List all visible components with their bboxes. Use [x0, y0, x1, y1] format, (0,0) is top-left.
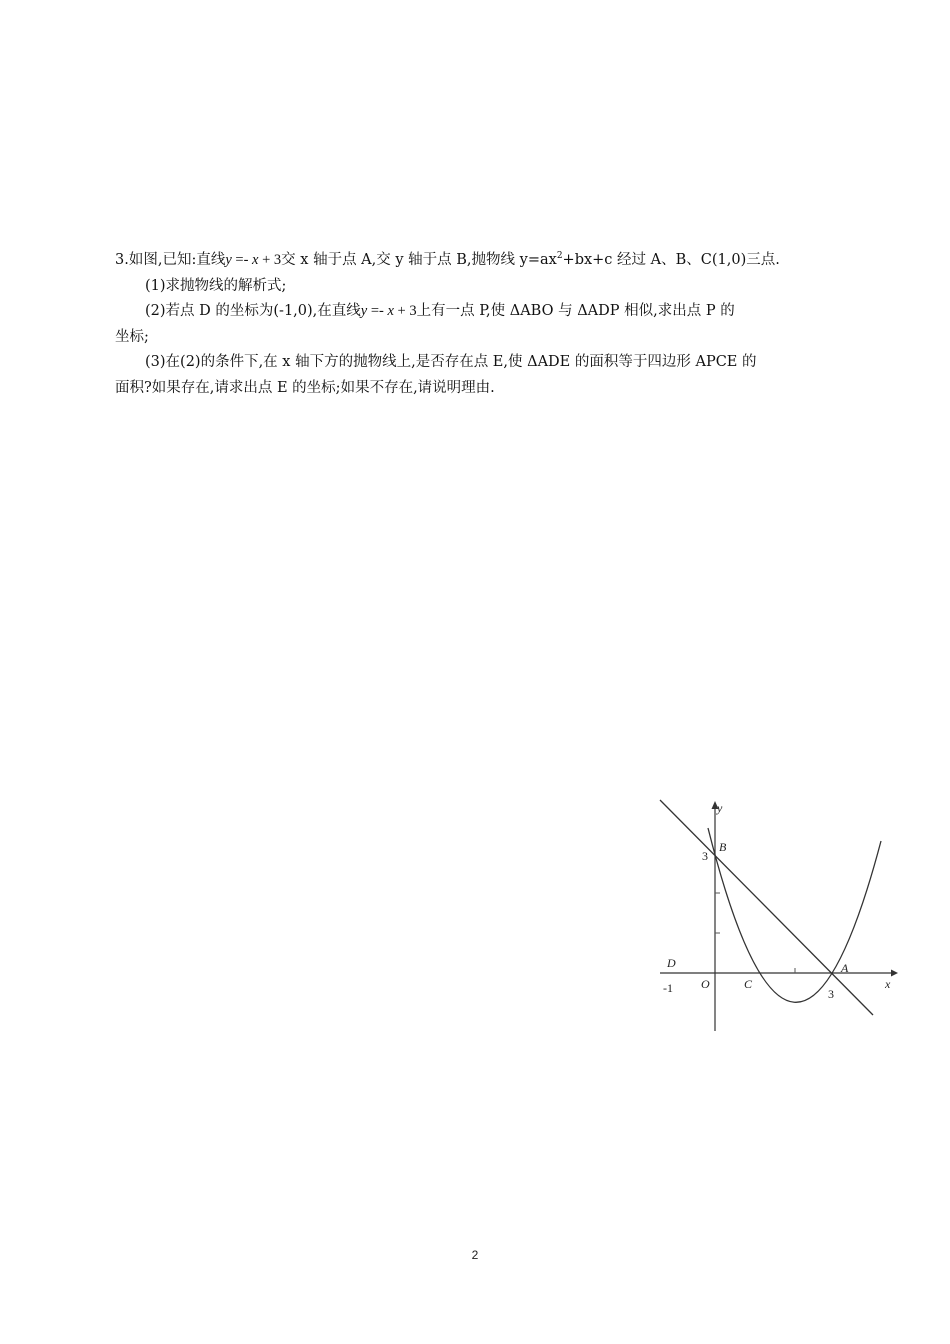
problem-statement [115, 248, 845, 274]
part-2 [115, 299, 845, 325]
intro-text-b: 交 x 轴于点 A,交 y 轴于点 B,抛物线 y=ax [281, 252, 557, 268]
part-2-eq-x: x [387, 303, 394, 319]
part-2-continued: 坐标; [115, 328, 149, 345]
y-value-3-label: 3 [702, 849, 708, 863]
problem-number: 3. [115, 252, 129, 268]
parabola-curve [708, 828, 881, 1002]
line-equation-y: y [225, 252, 232, 268]
part-2-text-b: 上有一点 P,使 ΔABO 与 ΔADP 相似,求出点 P 的 [416, 303, 735, 319]
point-b-label: B [719, 840, 727, 854]
part-2-eq-const: + 3 [393, 303, 417, 319]
line-equation-x: x [252, 252, 259, 268]
intro-text-a: 如图,已知:直线 [128, 252, 226, 268]
part-2-eq-eq: =- [367, 303, 388, 319]
coordinate-figure [655, 795, 900, 1035]
problem-3 [115, 248, 845, 401]
part-3-continued: 面积?如果存在,请求出点 E 的坐标;如果不存在,请说明理由. [115, 379, 495, 396]
point-a-label: A [841, 961, 849, 975]
part-3: (3)在(2)的条件下,在 x 轴下方的抛物线上,是否存在点 E,使 ΔADE 的面积等于四边形 APCE 的 [145, 354, 757, 370]
x-axis-arrow-icon [891, 970, 898, 977]
point-d-label: D [667, 956, 676, 970]
part-1: (1)求抛物线的解析式; [145, 277, 287, 294]
figure-svg [655, 795, 900, 1035]
line-equation-const: + 3 [258, 252, 282, 268]
intro-text-c: +bx+c 经过 A、B、C(1,0)三点. [562, 252, 780, 268]
x-value-3-label: 3 [828, 987, 834, 1001]
x-value-neg1-label: -1 [663, 981, 673, 995]
point-c-label: C [744, 977, 753, 991]
x-axis-label: x [885, 977, 891, 991]
part-2-text-a: (2)若点 D 的坐标为(-1,0),在直线 [145, 303, 361, 319]
origin-label: O [701, 977, 710, 991]
page-number: 2 [471, 1248, 479, 1262]
y-axis-label: y [717, 801, 723, 815]
exponent-2: 2 [556, 251, 563, 262]
line-equation-eq: =- [231, 252, 253, 268]
part-2-eq-y: y [360, 303, 368, 319]
